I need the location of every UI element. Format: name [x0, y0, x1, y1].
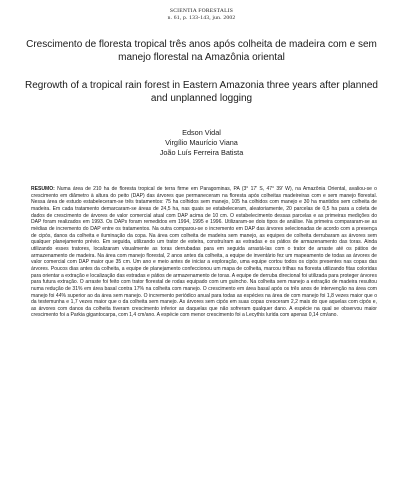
- title-english: Regrowth of a tropical rain forest in Eastern Amazonia three years after planned and unplanned logging: [25, 80, 378, 104]
- abstract-text: Numa área de 210 ha de floresta tropical de terra firme em Paragominas, PA (3° 17' S, 47° 39' W), na Amazônia Oriental, avaliou-se o crescimento em diâmetro à altura do peito (DAP) das árvores que permaneceram na floresta após colheitas madeireiras com e sem manejo florestal. Nessa área de estudo estabeleceram-se três tratamentos: 75 ha colhidos sem manejo, 105 ha colhidos com manejo e 30 ha mantidos sem colheita de madeira. Em cada tratamento demarcaram-se áreas de 24,5 ha, nas quais se estabeleceram, aleatoriamente, 20 parcelas de 0,5 ha para a coleta de dados de crescimento de árvores de valor comercial atual com DAP acima de 10 cm. O estabelecimento dessas parcelas e as primeiras medições do DAP foram realizados em 1993. Os DAPs foram remedidos em 1994, 1995 e 1996. Utilizaram-se dois tipos de análise. Na primeira compararam-se as médias de incremento do DAP entre os tratamentos. Na outra comparou-se o incremento em DAP das árvores selecionadas de acordo com a presença de cipós, danos da colheita e iluminação da copa. Na área com colheita de madeira sem manejo, as equipes de colheita derrubaram as árvores sem qualquer planejamento prévio. Em seguida, utilizando um trator de esteira, construíram as estradas e os pátios de armazenamento das toras. Ainda utilizando esses tratores, localizaram visualmente as toras derrubadas para em seguida arrastá-las com o trator de arraste até os pátios de armazenamento de madeira. Na área com manejo florestal, 2 anos antes da colheita, a equipe de inventário fez um mapeamento de todas as árvores de valor comercial com DAP maior que 35 cm. Um ano e meio antes de iniciar a exploração, uma equipe cortou todos os cipós presentes nas copas das árvores. Poucos dias antes da colheita, a equipe de planejamento confeccionou um mapa de colheita, marcou trilhas na floresta utilizando fitas coloridas para orientar a extração e localização das estradas e pátios de armazenamento de toras. A equipe de derruba direcional foi utilizada para proteger árvores para futura extração. O arraste foi feito com trator florestal de rodas equipado com um guincho. Na colheita sem manejo a extração de madeira resultou numa redução de 31% em área basal contra 17% na colheita com manejo. O crescimento em área basal após os três anos de intervenção na área com manejo foi 44% superior ao da área sem manejo. O incremento periódico anual para todas as espécies na área de com manejo foi 1,8 vezes maior que o da testemunha e 1,7 vezes maior que o da colheita sem manejo. As árvores sem cipós em suas copas cresceram 2,2 mais do que aquelas com cipós e, as árvores com danos da colheita tiveram crescimento inferior as daquelas que não sofreram qualquer dano. A espécie na qual se observou maior crescimento foi a Parkia gigantocarpa, com 1,4 cm/ano. A espécie com menor crescimento foi a Lecythis lurida com apenas 0,14 cm/ano.: [31, 186, 377, 319]
- journal-issue: n. 61, p. 133-143, jun. 2002: [167, 15, 236, 21]
- abstract: [31, 186, 377, 319]
- author-2: Virgílio Maurício Viana: [165, 138, 238, 147]
- journal-header: [0, 8, 403, 22]
- author-3: João Luís Ferreira Batista: [159, 148, 244, 157]
- title-portuguese: Crescimento de floresta tropical três anos após colheita de madeira com e sem manejo florestal na Amazônia oriental: [26, 39, 377, 63]
- author-list: [0, 128, 403, 158]
- abstract-label: RESUMO:: [31, 186, 55, 192]
- journal-name: SCIENTIA FORESTALIS: [169, 8, 234, 14]
- author-1: Edson Vidal: [182, 128, 221, 137]
